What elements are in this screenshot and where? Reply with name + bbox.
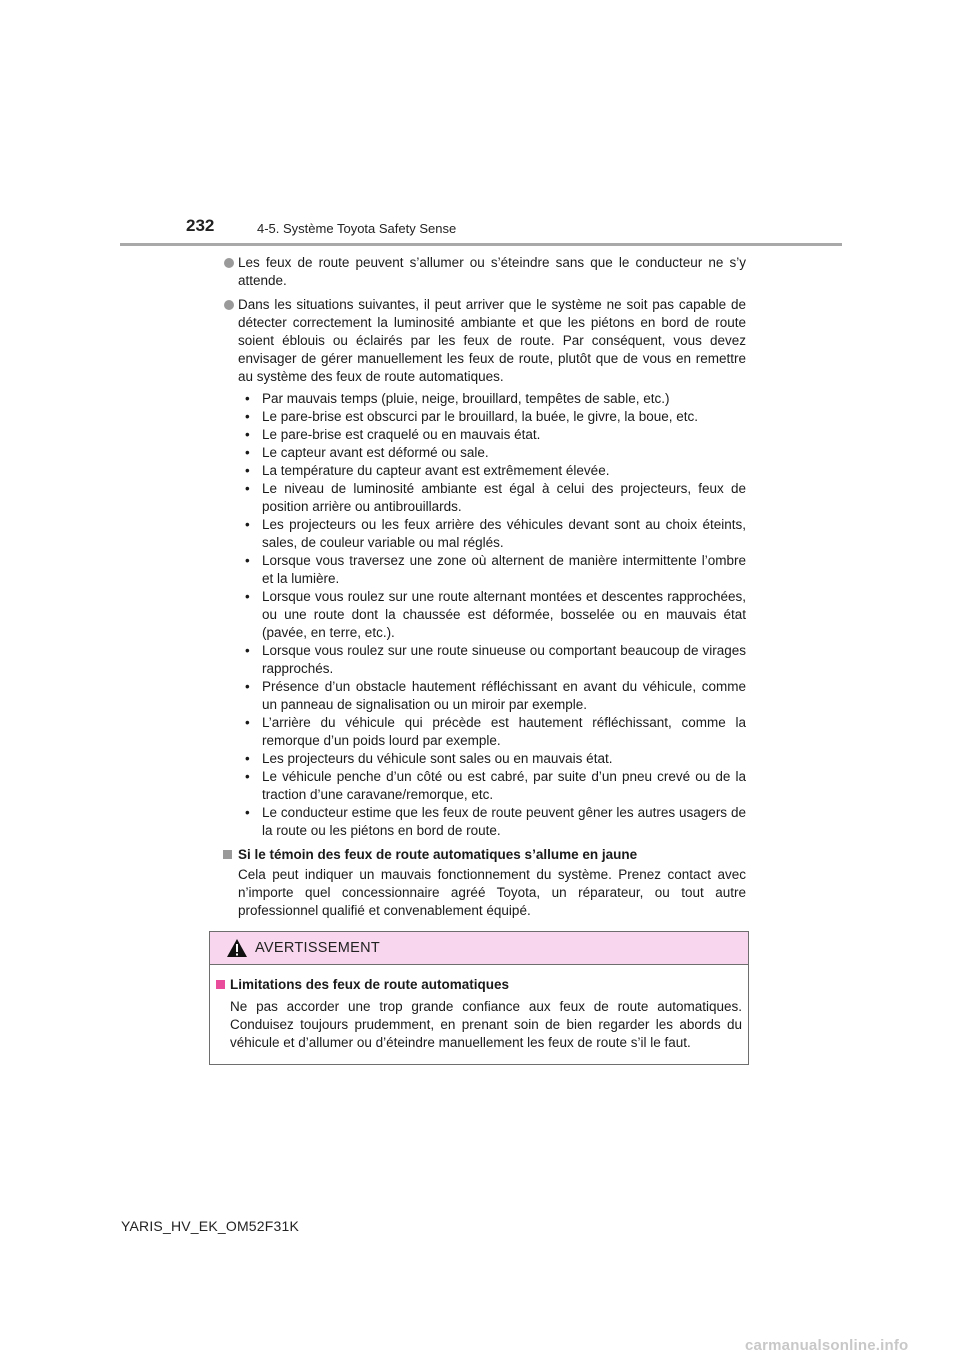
list-item: • Le conducteur estime que les feux de route peuvent gêner les autres usagers de la route ou les piétons en bord de route. [245, 805, 746, 838]
list-item: • Présence d’un obstacle hautement réfléchissant en avant du véhicule, comme un panneau de signalisation ou un miroir par exemple. [245, 679, 746, 712]
list-item-text: Présence d’un obstacle hautement réfléchissant en avant du véhicule, comme un panneau de signalisation ou un miroir par exemple. [262, 679, 746, 712]
section-title: 4-5. Système Toyota Safety Sense [257, 221, 457, 236]
list-item-text: Le niveau de luminosité ambiante est égal à celui des projecteurs, feux de position arrière ou antibrouillards. [262, 481, 746, 514]
list-item-text: Lorsque vous roulez sur une route sinueuse ou comportant beaucoup de virages rapprochés. [262, 643, 746, 676]
indicator-heading-text: Si le témoin des feux de route automatiques s’allume en jaune [238, 847, 638, 862]
warning-box [209, 931, 749, 1065]
list-item: • Les projecteurs du véhicule sont sales ou en mauvais état. [245, 751, 613, 766]
list-item: • Le pare-brise est obscurci par le brouillard, la buée, le givre, la boue, etc. [245, 409, 698, 424]
indicator-body: Cela peut indiquer un mauvais fonctionnement du système. Prenez contact avec n’importe quel concessionnaire agréé Toyota, un réparateur, ou tout autre professionnel qualifié et convenablement équipé. [238, 867, 746, 918]
list-item-text: Le véhicule penche d’un côté ou est cabré, par suite d’un pneu crevé ou de la traction d’une caravane/remorque, etc. [262, 769, 746, 802]
list-item: • Lorsque vous roulez sur une route sinueuse ou comportant beaucoup de virages rapprochés. [245, 643, 746, 676]
warning-triangle-icon [226, 938, 248, 958]
square-bullet-icon [223, 850, 232, 859]
bullet-text: Les feux de route peuvent s’allumer ou s’éteindre sans que le conducteur ne s’y attende. [238, 255, 746, 288]
list-item-text: Les projecteurs ou les feux arrière des véhicules devant sont au choix éteints, sales, de couleur variable ou mal réglés. [262, 517, 746, 550]
main-content [224, 254, 746, 920]
list-item: • Le pare-brise est craquelé ou en mauvais état. [245, 427, 541, 442]
bullet-text: Dans les situations suivantes, il peut arriver que le système ne soit pas capable de détecter correctement la luminosité ambiante et que les piétons en bord de route soient éblouis ou éclairés par les feux de route. Par conséquent, vous devez envisager de gérer manuellement les feux de route, plutôt que de vous en remettre au système des feux de route automatiques. [238, 297, 746, 384]
bullet-item [224, 296, 746, 840]
warning-body-text: Ne pas accorder une trop grande confiance aux feux de route automatiques. Conduisez toujours prudemment, en prenant soin de bien regarder les abords du véhicule et d’allumer ou d’éteindre manuellement les feux de route s’il le faut. [230, 999, 742, 1050]
list-item-text: Lorsque vous roulez sur une route alternant montées et descentes rapprochées, ou une route dont la chaussée est déformée, bosselée ou en mauvais état (pavée, en terre, etc.). [262, 589, 746, 640]
warning-heading [216, 976, 742, 994]
list-item-text: Le pare-brise est obscurci par le brouillard, la buée, le givre, la boue, etc. [262, 409, 698, 424]
list-item-text: L’arrière du véhicule qui précède est hautement réfléchissant, comme la remorque d’un poids lourd par exemple. [262, 715, 746, 748]
list-item-text: Le capteur avant est déformé ou sale. [262, 445, 489, 460]
document-code: YARIS_HV_EK_OM52F31K [121, 1218, 300, 1234]
list-item: • Lorsque vous traversez une zone où alternent de manière intermittente l’ombre et la lumière. [245, 553, 746, 586]
list-item: • Le capteur avant est déformé ou sale. [245, 445, 489, 460]
list-item: • Le niveau de luminosité ambiante est égal à celui des projecteurs, feux de position arrière ou antibrouillards. [245, 481, 746, 514]
list-item: • Les projecteurs ou les feux arrière des véhicules devant sont au choix éteints, sales, de couleur variable ou mal réglés. [245, 517, 746, 550]
indicator-heading [224, 846, 746, 864]
square-bullet-icon [216, 980, 225, 989]
list-item-text: Lorsque vous traversez une zone où alternent de manière intermittente l’ombre et la lumière. [262, 553, 746, 586]
warning-content [216, 976, 742, 1052]
warning-title: AVERTISSEMENT [255, 940, 381, 956]
page-number: 232 [186, 216, 215, 235]
list-item-text: Le conducteur estime que les feux de route peuvent gêner les autres usagers de la route ou les piétons en bord de route. [262, 805, 746, 838]
bullet-item [224, 254, 746, 290]
list-item: • L’arrière du véhicule qui précède est hautement réfléchissant, comme la remorque d’un poids lourd par exemple. [245, 715, 746, 748]
warning-header [210, 932, 748, 965]
list-item: • Par mauvais temps (pluie, neige, brouillard, tempêtes de sable, etc.) [245, 391, 670, 406]
list-item: • Le véhicule penche d’un côté ou est cabré, par suite d’un pneu crevé ou de la traction d’une caravane/remorque, etc. [245, 769, 746, 802]
list-item-text: Le pare-brise est craquelé ou en mauvais état. [262, 427, 541, 442]
list-item-text: La température du capteur avant est extrêmement élevée. [262, 463, 610, 478]
list-item-text: Par mauvais temps (pluie, neige, brouillard, tempêtes de sable, etc.) [262, 391, 670, 406]
watermark: carmanualsonline.info [745, 1337, 909, 1354]
list-item: • La température du capteur avant est extrêmement élevée. [245, 463, 610, 478]
circle-bullet-icon [224, 300, 234, 310]
list-item-text: Les projecteurs du véhicule sont sales ou en mauvais état. [262, 751, 613, 766]
page-header [186, 216, 842, 248]
circle-bullet-icon [224, 258, 234, 268]
list-item: • Lorsque vous roulez sur une route alternant montées et descentes rapprochées, ou une route dont la chaussée est déformée, bosselée ou en mauvais état (pavée, en terre, etc.). [245, 589, 746, 640]
condition-list [238, 390, 746, 840]
header-divider [120, 243, 842, 246]
warning-heading-text: Limitations des feux de route automatiques [230, 977, 510, 992]
